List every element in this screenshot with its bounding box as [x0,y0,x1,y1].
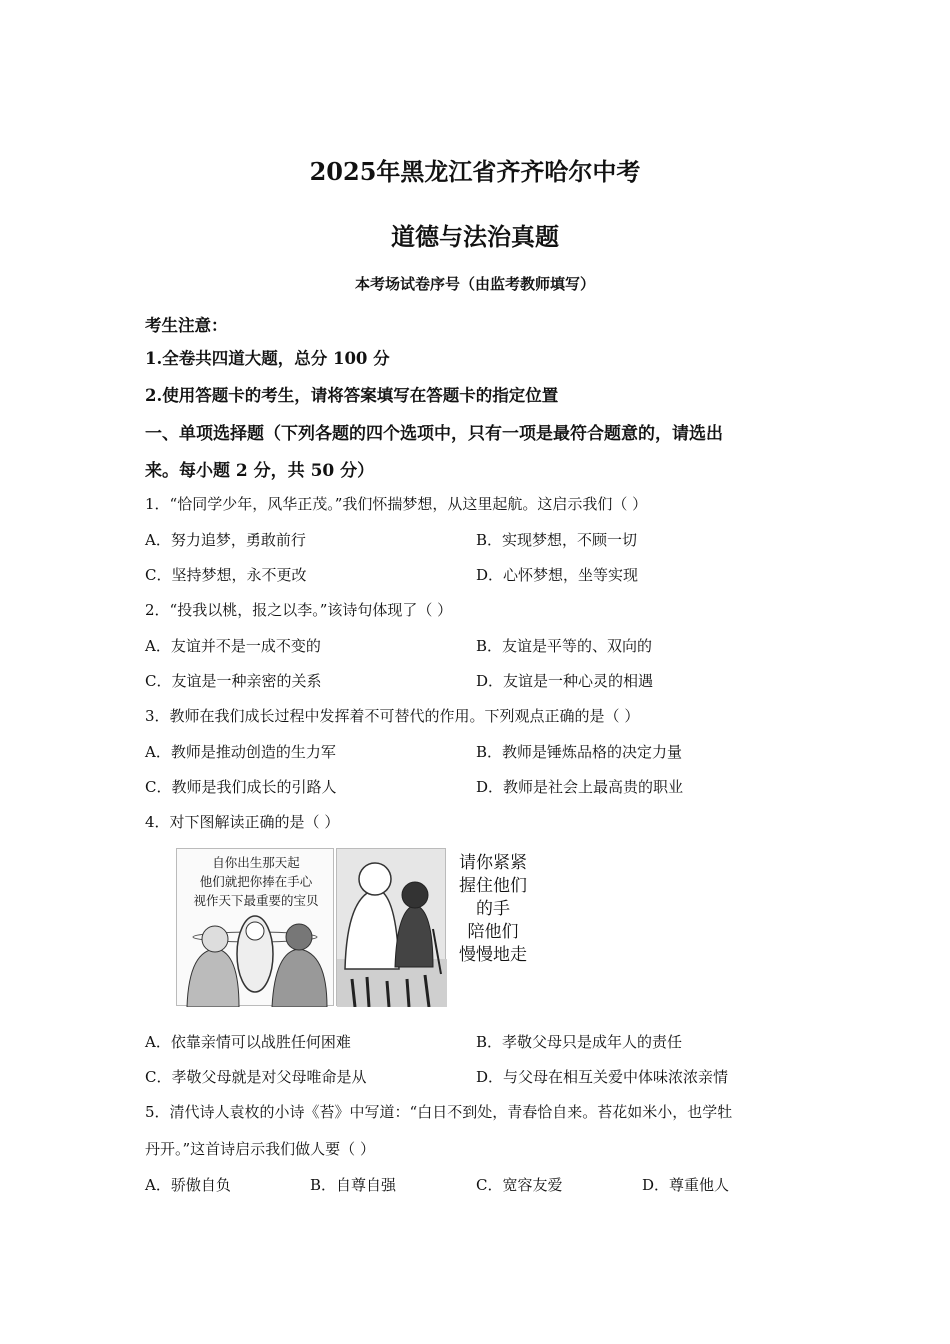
option-d: D．教师是社会上最高贵的职业 [476,778,684,796]
option-a: A．教师是推动创造的生力军 [145,743,336,761]
page-title: 2025年黑龙江省齐齐哈尔中考 [309,157,641,186]
option-c: C．坚持梦想，永不更改 [145,566,307,584]
question-stem: 1．“恰同学少年，风华正茂。”我们怀揣梦想，从这里起航。这启示我们（ ） [145,495,648,513]
option-d: D．心怀梦想，坐等实现 [476,566,639,584]
comic-panel-elders [336,848,446,1006]
notice-heading: 考生注意： [145,316,228,335]
option-b: B．教师是锤炼品格的决定力量 [476,743,683,761]
exam-serial-note: 本考场试卷序号（由监考教师填写） [354,275,595,293]
option-b: B．友谊是平等的、双向的 [476,637,653,655]
option-d: D．尊重他人 [642,1176,730,1194]
option-c: C．友谊是一种亲密的关系 [145,672,322,690]
option-a: A．友谊并不是一成不变的 [145,637,321,655]
option-c: C．教师是我们成长的引路人 [145,778,337,796]
notice-item: 1.全卷共四道大题，总分 100 分 [145,349,390,368]
option-c: C．宽容友爱 [476,1176,563,1194]
option-d: D．与父母在相互关爱中体味浓浓亲情 [476,1068,729,1086]
comic-panel-parents [176,848,334,1006]
question-stem: 3．教师在我们成长过程中发挥着不可替代的作用。下列观点正确的是（ ） [145,707,640,725]
panel1-caption: 自你出生那天起 他们就把你捧在手心 视作天下最重要的宝贝 [193,855,319,908]
page-subtitle: 道德与法治真题 [391,222,559,251]
option-a: A．努力追梦，勇敢前行 [145,531,306,549]
section-heading: 一、单项选择题（下列各题的四个选项中，只有一项是最符合题意的，请选出 [145,424,723,444]
option-a: A．依靠亲情可以战胜任何困难 [145,1033,351,1051]
option-c: C．孝敬父母就是对父母唯命是从 [145,1068,367,1086]
section-heading-cont: 来。每小题 2 分，共 50 分） [145,461,375,481]
option-d: D．友谊是一种心灵的相遇 [476,672,654,690]
elders-walking-drawing [337,849,447,1007]
question-stem: 5．清代诗人袁枚的小诗《苔》中写道：“白日不到处，青春恰自来。苔花如米小，也学牡 [145,1103,733,1121]
option-b: B．孝敬父母只是成年人的责任 [476,1033,683,1051]
option-b: B．自尊自强 [310,1176,397,1194]
question-stem: 4．对下图解读正确的是（ ） [145,813,340,831]
question-stem-cont: 丹开。”这首诗启示我们做人要（ ） [145,1140,375,1158]
option-a: A．骄傲自负 [145,1176,231,1194]
question-stem: 2．“投我以桃，报之以李。”该诗句体现了（ ） [145,601,453,619]
notice-item: 2.使用答题卡的考生，请将答案填写在答题卡的指定位置 [145,386,559,405]
comic-illustration [176,848,538,1006]
option-b: B．实现梦想，不顾一切 [476,531,638,549]
panel3-caption: 请你紧紧 握住他们 的手 陪他们 慢慢地走 [459,853,527,965]
